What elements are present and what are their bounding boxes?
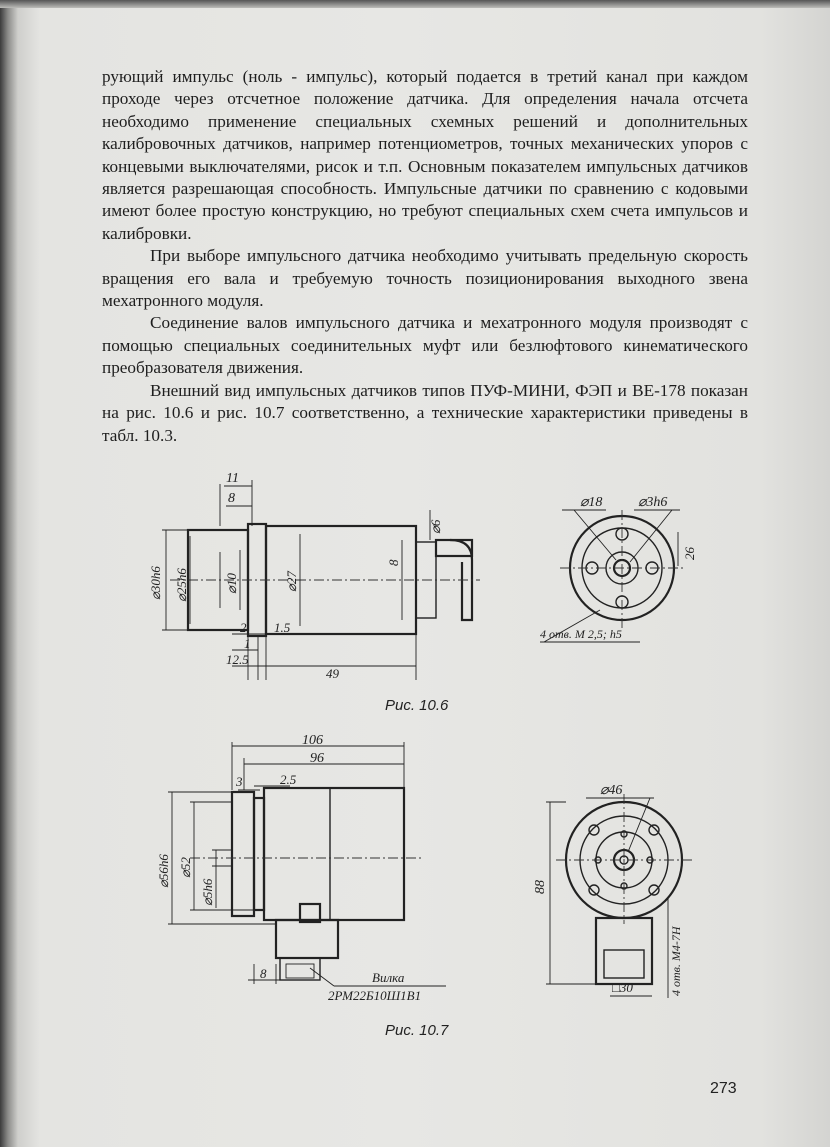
dim-1-5: 1.5 (274, 620, 291, 635)
dim-2-5: 2.5 (280, 772, 297, 787)
dim-96: 96 (310, 751, 324, 766)
dim-d56h6: ⌀56h6 (156, 854, 171, 888)
fig2-side-view (168, 742, 446, 986)
dim-d52: ⌀52 (178, 857, 193, 878)
page-top-edge (0, 0, 830, 8)
holes-fig1: 4 отв. M 2,5; h5 (540, 627, 622, 641)
dim-d5h6: ⌀5h6 (200, 878, 215, 906)
dim-88: 88 (533, 880, 548, 894)
dim-d3h6: ⌀3h6 (638, 495, 668, 510)
dim-106: 106 (302, 733, 323, 748)
dim-8-fig2: 8 (260, 966, 267, 981)
dim-12-5: 12.5 (226, 652, 249, 667)
paragraph-1: рующий импульс (ноль - импульс), который подается в третий канал при каждом проходе через отсчетное положение датчика. Для определения начала отсчета необходимо применение специальных схемных решений и дополнительных калибровочных датчиков, например потенциометров, точных механических упоров с концевыми выключателями, рисок и т.п. Основным показателем импульсных датчиков является разрешающая способность. Импульсные датчики по сравнению с кодовыми имеют более простую конструкцию, но требуют специальных схем счета импульсов и калибровки. (102, 67, 748, 243)
paragraph-4: Внешний вид импульсных датчиков типов ПУФ-МИНИ, ФЭП и ВЕ-178 показан на рис. 10.6 и рис. 10.7 соответственно, а технические характеристики приведены в табл. 10.3. (102, 380, 748, 445)
dim-d27: ⌀27 (284, 571, 299, 592)
figure-10-7-drawing (150, 728, 710, 1018)
dim-3: 3 (236, 774, 243, 789)
dim-1: 1 (244, 636, 251, 651)
paragraph-2: При выборе импульсного датчика необходимо учитывать предельную скорость вращения его вала и требуемую точность позиционирования выходного звена мехатронного модуля. (102, 246, 748, 311)
dim-d25h6: ⌀25h6 (174, 568, 189, 602)
dim-11: 11 (226, 471, 239, 486)
caption-fig-10-6: Рис. 10.6 (385, 697, 449, 714)
dim-d30h6: ⌀30h6 (148, 566, 163, 600)
plug-label: Вилка (372, 970, 405, 985)
fig1-front-view (540, 510, 686, 642)
fig1-side-view (162, 480, 480, 680)
paragraph-3: Соединение валов импульсного датчика и мехатронного модуля производят с помощью специальных соединительных муфт или безлюфтового кинематического преобразователя движения. (102, 313, 748, 378)
dim-sq30: □30 (612, 980, 633, 995)
figure-10-6-drawing (140, 470, 700, 690)
dim-d10: ⌀10 (224, 573, 239, 594)
dim-d46: ⌀46 (600, 783, 623, 798)
holes-fig2: 4 отв. M4-7H (669, 926, 683, 996)
dim-49: 49 (326, 666, 339, 681)
dim-d18: ⌀18 (580, 495, 603, 510)
body-text (102, 66, 748, 447)
plug-type: 2РМ22Б10Ш1В1 (328, 988, 422, 1003)
dim-d6: ⌀6 (428, 519, 443, 534)
caption-fig-10-7: Рис. 10.7 (385, 1022, 449, 1039)
page-number: 273 (710, 1080, 737, 1097)
dim-2: 2 (240, 620, 247, 635)
dim-s8: 8 (386, 559, 401, 566)
dim-8: 8 (228, 491, 235, 506)
dim-26: 26 (682, 547, 697, 560)
